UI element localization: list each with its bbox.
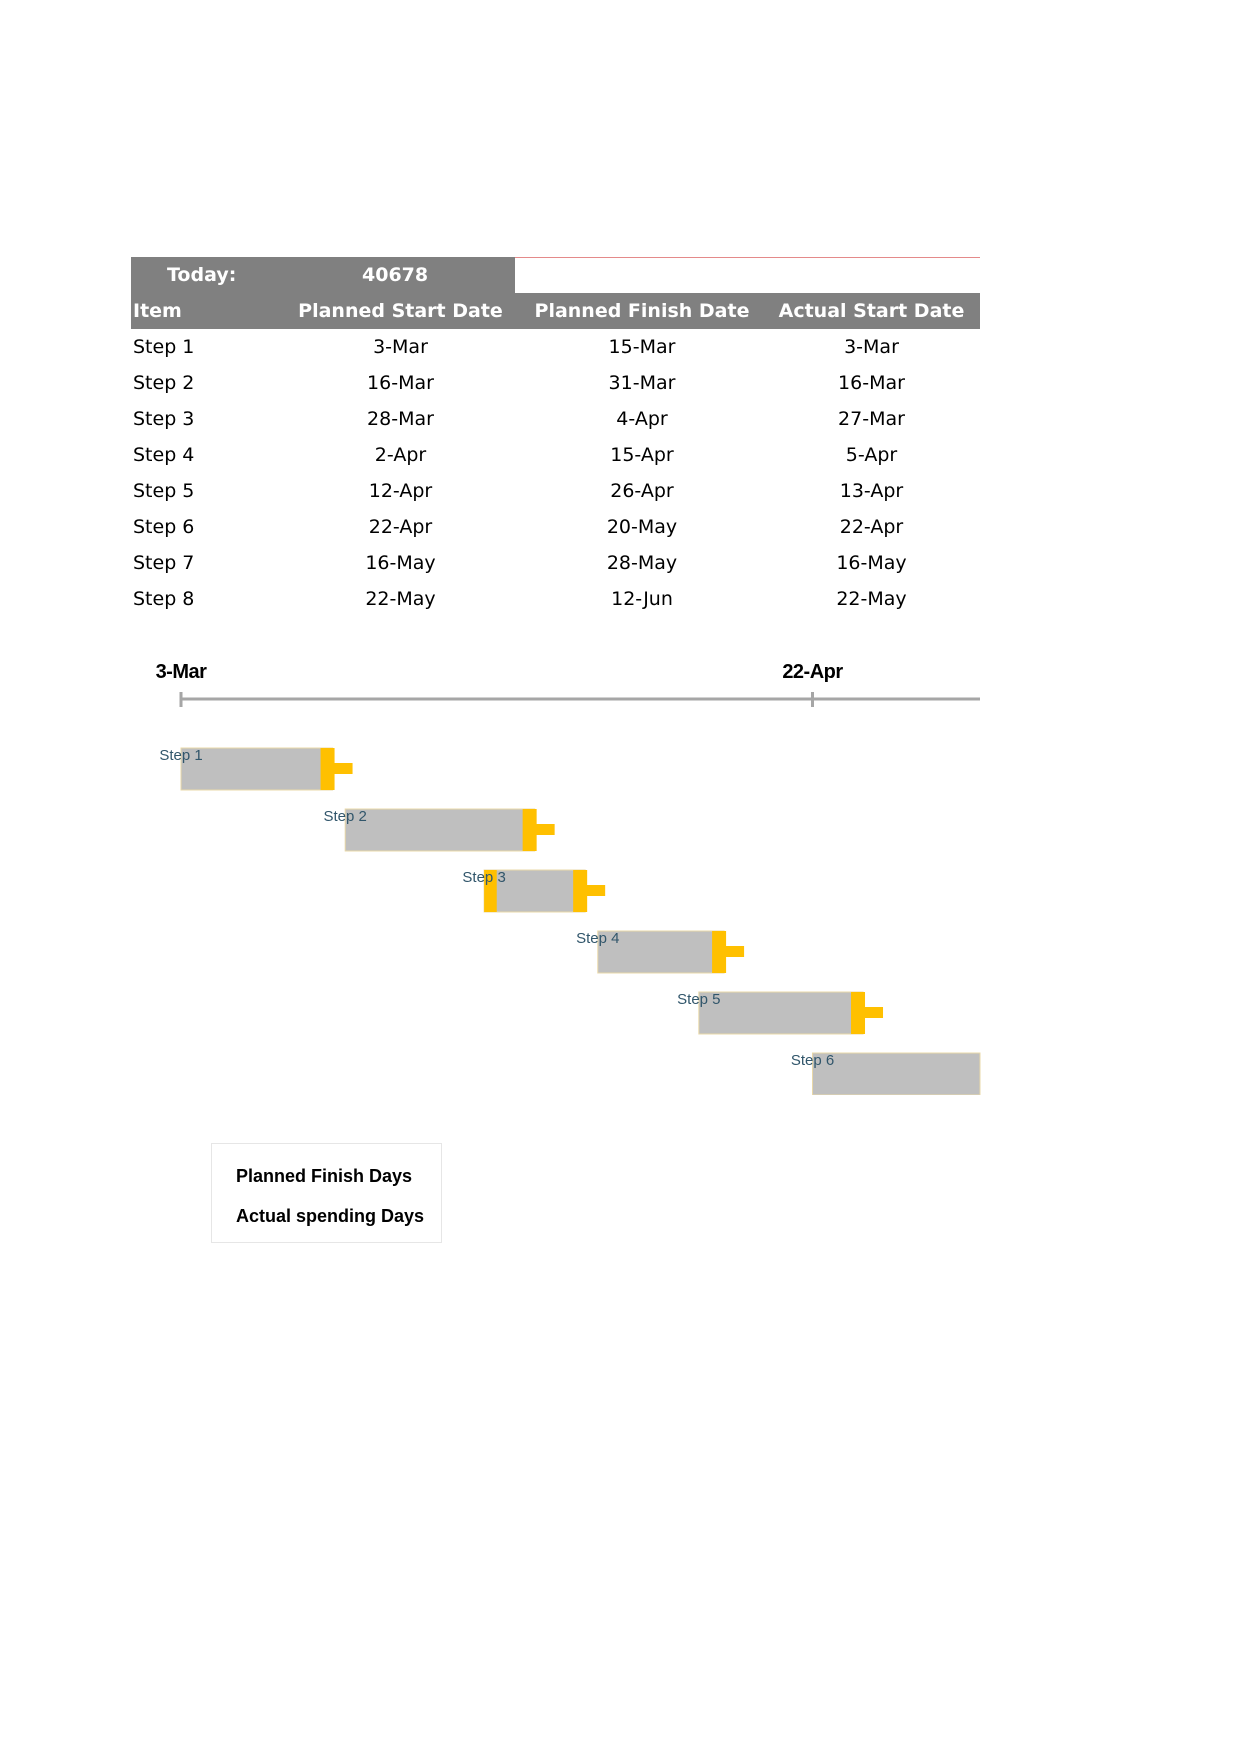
planned-start-cell[interactable]: 28-Mar	[367, 408, 434, 430]
actual-start-cell[interactable]: 22-May	[836, 588, 907, 610]
column-header-actual-start[interactable]: Actual Start Date	[763, 293, 980, 329]
task-label: Step 6	[790, 1052, 835, 1069]
planned-start-cell[interactable]: 16-May	[365, 552, 436, 574]
finish-marker	[321, 748, 335, 790]
planned-start-cell[interactable]: 22-Apr	[368, 516, 433, 538]
table-row	[131, 365, 980, 401]
planned-finish-cell[interactable]: 15-Apr	[610, 444, 674, 466]
planned-start-cell[interactable]: 2-Apr	[374, 444, 427, 466]
actual-start-cell[interactable]: 16-Mar	[838, 372, 905, 394]
axis-tick-label: 22-Apr	[782, 661, 843, 683]
finish-marker-stub	[585, 885, 605, 896]
table-header-row	[131, 293, 980, 329]
gantt-chart	[131, 655, 981, 1095]
task-bar	[345, 809, 534, 851]
spreadsheet-area	[131, 257, 980, 617]
planned-finish-cell[interactable]: 31-Mar	[608, 372, 676, 394]
planned-finish-cell[interactable]: 26-Apr	[610, 480, 674, 502]
column-header-planned-start[interactable]: Planned Start Date	[280, 293, 521, 329]
task-bar-group[interactable]	[159, 747, 352, 790]
actual-start-cell[interactable]: 5-Apr	[845, 444, 898, 466]
task-bar-group[interactable]	[677, 991, 883, 1034]
task-bar-group[interactable]	[576, 930, 744, 973]
item-cell[interactable]: Step 7	[133, 552, 195, 574]
table-row	[131, 437, 980, 473]
finish-marker-stub	[863, 1007, 883, 1018]
finish-marker	[712, 931, 726, 973]
legend-item-actual-spending: Actual spending Days	[236, 1206, 425, 1226]
planned-start-cell[interactable]: 22-May	[365, 588, 436, 610]
item-cell[interactable]: Step 1	[133, 336, 195, 358]
planned-finish-cell[interactable]: 15-Mar	[608, 336, 676, 358]
planned-start-cell[interactable]: 3-Mar	[373, 336, 428, 358]
item-cell[interactable]: Step 5	[133, 480, 195, 502]
task-label: Step 3	[462, 869, 506, 886]
task-bar	[181, 748, 333, 790]
today-value[interactable]: 40678	[362, 264, 429, 286]
planned-finish-cell[interactable]: 20-May	[606, 516, 678, 538]
chart-legend	[211, 1143, 442, 1243]
actual-start-cell[interactable]: 16-May	[836, 552, 907, 574]
item-cell[interactable]: Step 6	[133, 516, 195, 538]
item-cell[interactable]: Step 3	[133, 408, 195, 430]
item-cell[interactable]: Step 4	[133, 444, 195, 466]
task-label: Step 1	[159, 747, 203, 764]
table-row	[131, 401, 980, 437]
column-header-planned-finish[interactable]: Planned Finish Date	[521, 293, 763, 329]
planned-finish-cell[interactable]: 12-Jun	[611, 588, 673, 610]
task-label: Step 2	[323, 808, 367, 825]
task-label: Step 5	[677, 991, 721, 1008]
task-bar	[813, 1053, 981, 1095]
task-bar-group[interactable]	[324, 808, 555, 851]
today-row	[131, 257, 980, 293]
planned-start-cell[interactable]: 12-Apr	[368, 480, 433, 502]
axis-tick-label: 3-Mar	[155, 661, 207, 683]
item-cell[interactable]: Step 8	[133, 588, 195, 610]
finish-marker	[851, 992, 865, 1034]
planned-finish-cell[interactable]: 28-May	[606, 552, 678, 574]
finish-marker	[573, 870, 587, 912]
actual-start-cell[interactable]: 3-Mar	[844, 336, 899, 358]
planned-start-cell[interactable]: 16-Mar	[367, 372, 434, 394]
planned-finish-cell[interactable]: 4-Apr	[616, 408, 668, 430]
actual-start-cell[interactable]: 22-Apr	[839, 516, 904, 538]
task-bar	[699, 992, 863, 1034]
task-label: Step 4	[576, 930, 620, 947]
schedule-table	[131, 293, 980, 617]
table-row	[131, 473, 980, 509]
item-cell[interactable]: Step 2	[133, 372, 195, 394]
task-bar-group[interactable]	[462, 869, 605, 912]
finish-marker	[523, 809, 537, 851]
task-bar-group[interactable]	[791, 1052, 980, 1095]
column-header-item[interactable]: Item	[131, 293, 280, 329]
finish-marker-stub	[724, 946, 744, 957]
actual-start-cell[interactable]: 13-Apr	[839, 480, 904, 502]
actual-start-cell[interactable]: 27-Mar	[838, 408, 905, 430]
today-label: Today:	[167, 264, 237, 286]
finish-marker-stub	[535, 824, 555, 835]
legend-item-planned-finish: Planned Finish Days	[236, 1166, 413, 1186]
table-row	[131, 581, 980, 617]
table-row	[131, 545, 980, 581]
table-row	[131, 329, 980, 365]
divider-line	[515, 257, 980, 258]
table-row	[131, 509, 980, 545]
finish-marker-stub	[333, 763, 353, 774]
